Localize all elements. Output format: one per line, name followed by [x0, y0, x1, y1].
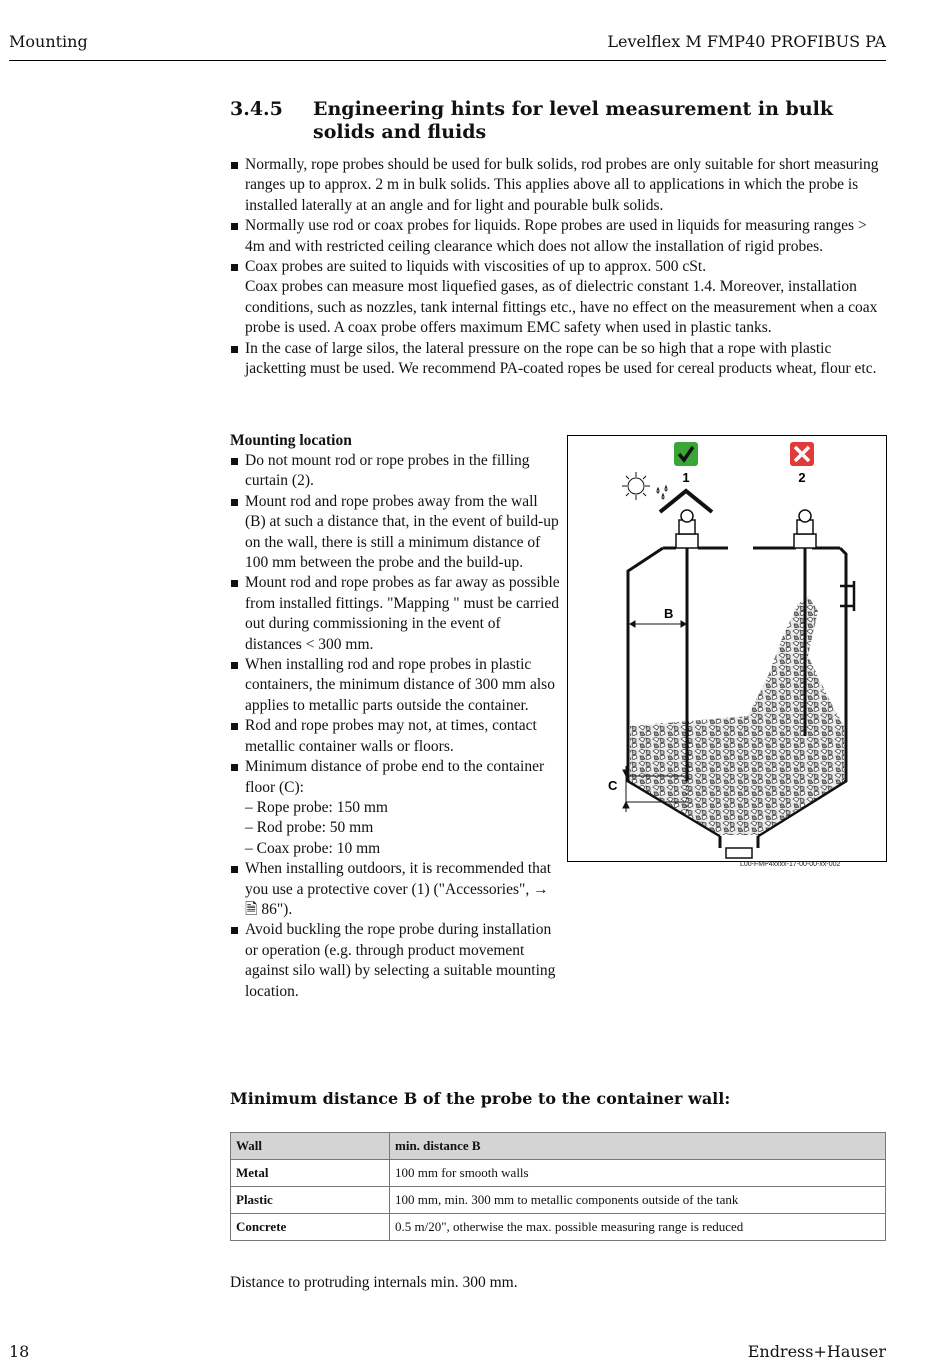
- floor-distance-rod: – Rod probe: 50 mm: [245, 819, 374, 837]
- silo-diagram: [568, 436, 886, 861]
- silo-figure: [567, 435, 887, 862]
- running-header-section: Mounting: [9, 32, 88, 51]
- check-icon: [674, 442, 698, 466]
- label-2: 2: [798, 470, 806, 485]
- bullet-icon: [231, 499, 238, 506]
- label-1: 1: [682, 470, 690, 485]
- header-wall: Wall: [231, 1133, 390, 1160]
- mounting-location-list: [230, 451, 560, 1002]
- floor-distance-coax: – Coax probe: 10 mm: [245, 839, 381, 857]
- sun-icon: [622, 472, 650, 500]
- table-header-row: [231, 1133, 886, 1160]
- brand-name: Endress+Hauser: [747, 1342, 886, 1361]
- bullet-icon: [231, 723, 238, 730]
- bullet-icon: [231, 223, 238, 230]
- list-item: Mount rod and rope probes as far away as possible from installed fittings. "Mapping " must be carried out during commissioning in the event of distances < 300 mm.: [230, 573, 560, 655]
- page-number: 18: [9, 1342, 30, 1361]
- label-c: C: [608, 778, 618, 793]
- cross-icon: [790, 442, 814, 466]
- dimension-b: [630, 621, 686, 627]
- list-item: When installing outdoors, it is recommended that you use a protective cover (1) ("Accessories", → 🗎 86").: [230, 859, 560, 920]
- footnote: Distance to protruding internals min. 300 mm.: [230, 1274, 518, 1291]
- table-row: Metal 100 mm for smooth walls: [231, 1160, 886, 1187]
- table-row: Concrete 0.5 m/20", otherwise the max. possible measuring range is reduced: [231, 1214, 886, 1241]
- header-min-distance: min. distance B: [390, 1133, 886, 1160]
- list-item: In the case of large silos, the lateral pressure on the rope can be so high that a rope with plastic jacketting must be used. We recommend PA-coated ropes be used for cereal products wheat, flour etc.: [230, 339, 886, 380]
- bullet-icon: [231, 162, 238, 169]
- header-rule: [9, 60, 886, 61]
- coax-extra-text: Coax probes can measure most liquefied gases, as of dielectric constant 1.4. Moreover, installation conditions, such as nozzles, tank internal fittings etc., have no effect on the measurement when a coax probe is used. A coax probe offers maximum EMC safety when used in plastic tanks.: [245, 278, 878, 337]
- rain-icon: [657, 486, 667, 499]
- label-b: B: [664, 606, 674, 621]
- table-heading: Minimum distance B of the probe to the container wall:: [230, 1089, 731, 1108]
- running-header-product: Levelflex M FMP40 PROFIBUS PA: [607, 32, 886, 51]
- list-item: Avoid buckling the rope probe during installation or operation (e.g. through product movement against silo wall) by selecting a suitable mounting location.: [230, 920, 560, 1002]
- bullet-icon: [231, 580, 238, 587]
- intro-bullets: [230, 155, 886, 379]
- list-item: Do not mount rod or rope probes in the filling curtain (2).: [230, 451, 560, 492]
- section-number: 3.4.5: [230, 98, 283, 120]
- bullet-icon: [231, 264, 238, 271]
- bullet-icon: [231, 458, 238, 465]
- list-item: Normally use rod or coax probes for liquids. Rope probes are used in liquids for measuring ranges > 4m and with restricted ceiling clearance which does not allow the installation of rigid probes.: [230, 216, 886, 257]
- bulk-solid-fill: [630, 596, 844, 835]
- bullet-icon: [231, 764, 238, 771]
- list-item: Coax probes are suited to liquids with viscosities of up to approx. 500 cSt. Coax probes can measure most liquefied gases, as of dielectric constant 1.4. Moreover, installation conditions, such as nozzles, tank internal fittings etc., have no effect on the measurement when a coax probe is used. A coax probe offers maximum EMC safety when used in plastic tanks.: [230, 257, 886, 339]
- list-item: Minimum distance of probe end to the container floor (C): – Rope probe: 150 mm – Rod probe: 50 mm – Coax probe: 10 mm: [230, 757, 560, 859]
- list-item: Normally, rope probes should be used for bulk solids, rod probes are only suitable for short measuring ranges up to approx. 2 m in bulk solids. This applies above all to applications in which the probe is installed laterally at an angle and for light and pourable bulk solids.: [230, 155, 886, 216]
- table-row: Plastic 100 mm, min. 300 mm to metallic components outside of the tank: [231, 1187, 886, 1214]
- bullet-icon: [231, 346, 238, 353]
- list-item: Rod and rope probes may not, at times, contact metallic container walls or floors.: [230, 716, 560, 757]
- protective-cover-icon: [660, 491, 712, 512]
- mounting-location-heading: Mounting location: [230, 432, 352, 449]
- bullet-icon: [231, 662, 238, 669]
- figure-caption: L00-FMP4xxxx-17-00-00-xx-002: [740, 861, 841, 868]
- bullet-icon: [231, 866, 238, 873]
- bullet-icon: [231, 927, 238, 934]
- floor-distance-rope: – Rope probe: 150 mm: [245, 798, 388, 816]
- list-item: Mount rod and rope probes away from the wall (B) at such a distance that, in the event of build-up on the wall, there is still a minimum distance of 100 mm between the probe and the build-up.: [230, 492, 560, 574]
- min-distance-table: [230, 1132, 886, 1241]
- list-item: When installing rod and rope probes in plastic containers, the minimum distance of 300 mm also applies to metallic parts outside the container.: [230, 655, 560, 716]
- section-title: Engineering hints for level measurement in bulk solids and fluids: [313, 98, 834, 143]
